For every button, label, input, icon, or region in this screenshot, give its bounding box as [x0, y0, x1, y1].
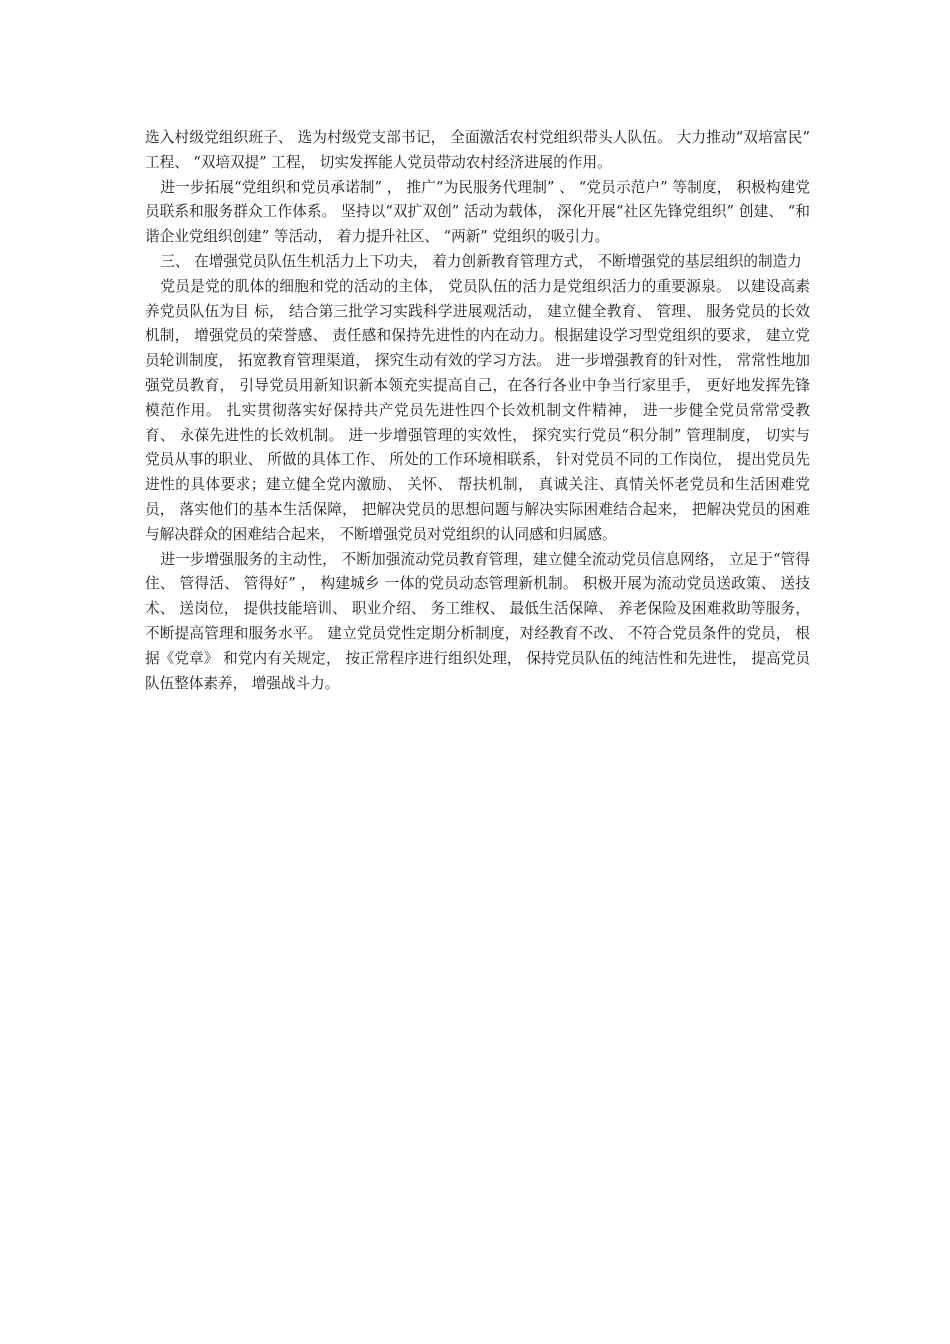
document-body — [145, 126, 810, 696]
section-heading-three: 三、 在增强党员队伍生机活力上下功夫， 着力创新教育管理方式， 不断增强党的基层组织的制造力 — [160, 252, 802, 270]
paragraph-continuation: 选入村级党组织班子、 选为村级党支部书记， 全面激活农村党组织带头人队伍。 大力推动“双培富民” 工程、 “双培双提” 工程， 切实发挥能人党员带动农村经济进展的作用。 — [145, 129, 810, 171]
paragraph-commitment-system: 进一步拓展“党组织和党员承诺制” ， 推广“为民服务代理制” 、 “党员示范户” 等制度， 积极构建党员联系和服务群众工作体系。 坚持以“双扩双创” 活动为载体， 深化开展“社区先锋党组织” 创建、 “和谐企业党组织创建” 等活动， 着力提升社区、 “两新” 党组织的吸引力。 — [145, 178, 810, 246]
paragraph-party-members: 党员是党的肌体的细胞和党的活动的主体， 党员队伍的活力是党组织活力的重要源泉。 以建设高素养党员队伍为目 标， 结合第三批学习实践科学进展观活动， 建立健全教育、 管理、 服务党员的长效机制， 增强党员的荣誉感、 责任感和保持先进性的内在动力。根据建设学习型党组织的要求， 建立党员轮训制度， 拓宽教育管理渠道， 探究生动有效的学习方法。 进一步增强教育的针对性， 常常性地加强党员教育， 引导党员用新知识新本领充实提高自己，在各行各业中争当行家里手， 更好地发挥先锋模范作用。 扎实贯彻落实好保持共产党员先进性四个长效机制文件精神， 进一步健全党员常常受教育、 永葆先进性的长效机制。 进一步增强管理的实效性， 探究实行党员“积分制” 管理制度， 切实与党员从事的职业、 所做的具体工作、 所处的工作环境相联系， 针对党员不同的工作岗位， 提出党员先进性的具体要求；建立健全党内激励、 关怀、 帮扶机制， 真诚关注、真情关怀老党员和生活困难党员， 落实他们的基本生活保障， 把解决党员的思想问题与解决实际困难结合起来， 把解决党员的困难与解决群众的困难结合起来， 不断增强党员对党组织的认同感和归属感。 — [145, 277, 810, 543]
paragraph-service-initiative: 进一步增强服务的主动性， 不断加强流动党员教育管理，建立健全流动党员信息网络， 立足于“管得住、 管得活、 管得好” ， 构建城乡 一体的党员动态管理新机制。 积极开展为流动党员送政策、 送技术、 送岗位， 提供技能培训、 职业介绍、 务工维权、 最低生活保障、 养老保险及困难救助等服务， 不断提高管理和服务水平。 建立党员党性定期分析制度，对经教育不改、 不符合党员条件的党员， 根据《党章》 和党内有关规定， 按正常程序进行组织处理， 保持党员队伍的纯洁性和先进性， 提高党员队伍整体素养， 增强战斗力。 — [145, 550, 810, 692]
